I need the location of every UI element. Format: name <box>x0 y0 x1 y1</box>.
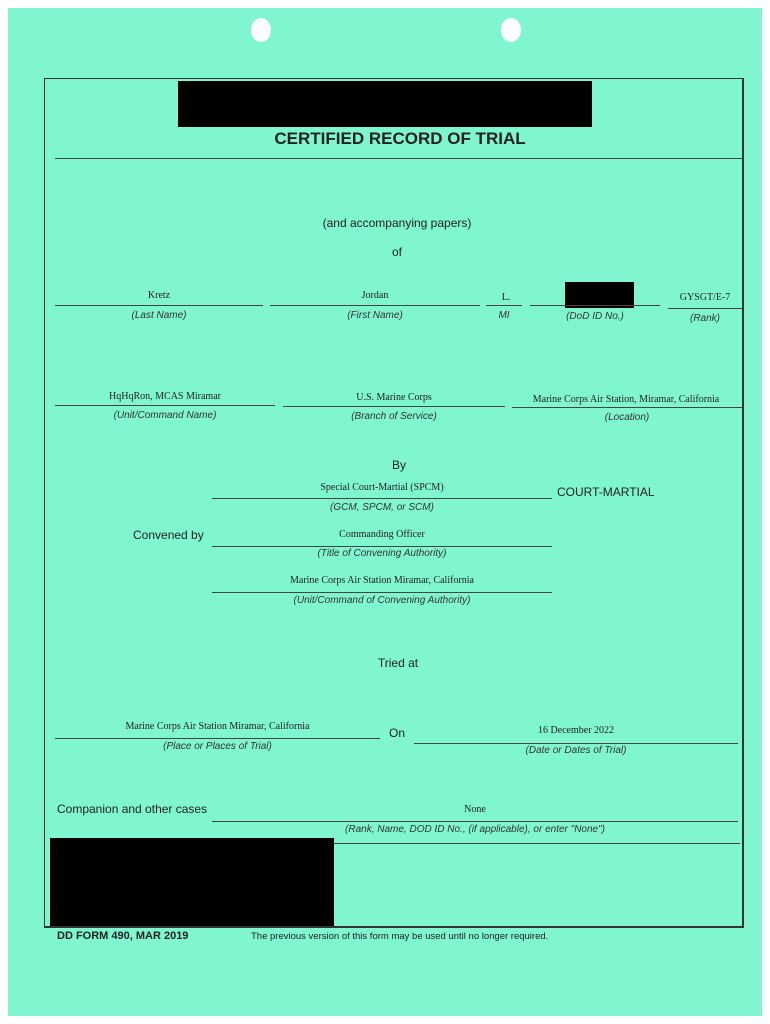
court-type-line <box>212 498 552 499</box>
bottom-divider <box>334 843 740 844</box>
first-name-caption: (First Name) <box>347 310 403 321</box>
branch-line <box>283 406 505 407</box>
on-label: On <box>389 726 406 740</box>
last-name-line <box>55 305 263 306</box>
trial-place-value: Marine Corps Air Station Miramar, California <box>125 721 310 732</box>
convening-title-caption: (Title of Convening Authority) <box>317 548 447 559</box>
unit-caption: (Unit/Command Name) <box>113 410 217 421</box>
court-type-caption: (GCM, SPCM, or SCM) <box>330 502 434 513</box>
by-label: By <box>391 458 406 472</box>
location-line <box>512 407 742 408</box>
punch-hole-left <box>251 18 271 42</box>
convening-unit-value: Marine Corps Air Station Miramar, California <box>289 575 474 586</box>
companion-value: None <box>464 804 486 815</box>
tried-at-label: Tried at <box>377 656 419 670</box>
rank-line <box>668 308 742 309</box>
redaction-bar-top <box>178 81 592 127</box>
trial-date-value: 16 December 2022 <box>537 725 615 736</box>
first-name-line <box>270 305 480 306</box>
form-title: CERTIFIED RECORD OF TRIAL <box>274 129 526 148</box>
convening-title-line <box>212 546 552 547</box>
location-value: Marine Corps Air Station, Miramar, California <box>532 394 720 405</box>
branch-caption: (Branch of Service) <box>351 411 437 422</box>
form-version-note: The previous version of this form may be used until no longer required. <box>251 931 549 942</box>
mi-value: L. <box>501 292 511 303</box>
punch-hole-right <box>501 18 521 42</box>
dod-id-line <box>530 305 660 306</box>
convened-by-label: Convened by <box>133 528 204 542</box>
dod-id-caption: (DoD ID No.) <box>566 311 624 322</box>
redaction-bar-bottom <box>50 838 334 926</box>
trial-place-caption: (Place or Places of Trial) <box>163 741 272 752</box>
companion-label: Companion and other cases <box>57 802 208 816</box>
trial-date-caption: (Date or Dates of Trial) <box>525 745 627 756</box>
branch-value: U.S. Marine Corps <box>356 392 432 403</box>
form-number: DD FORM 490, MAR 2019 <box>57 930 189 942</box>
rank-caption: (Rank) <box>689 313 720 324</box>
convening-title-value: Commanding Officer <box>339 529 425 540</box>
form-subtitle: (and accompanying papers) <box>322 216 472 230</box>
mi-line <box>486 305 522 306</box>
first-name-value: Jordan <box>361 290 389 301</box>
rank-value: GYSGT/E-7 <box>679 292 731 303</box>
of-label: of <box>391 245 402 259</box>
last-name-caption: (Last Name) <box>131 310 187 321</box>
court-martial-label: COURT-MARTIAL <box>557 485 655 499</box>
mi-caption: MI <box>498 310 510 321</box>
last-name-value: Kretz <box>147 290 171 301</box>
unit-value: HqHqRon, MCAS Miramar <box>109 391 221 402</box>
companion-line <box>212 821 738 822</box>
convening-unit-caption: (Unit/Command of Convening Authority) <box>293 595 471 606</box>
title-divider <box>55 158 742 159</box>
location-caption: (Location) <box>604 412 650 423</box>
trial-date-line <box>414 743 738 744</box>
companion-caption: (Rank, Name, DOD ID No., (if applicable), or enter "None") <box>345 824 605 835</box>
trial-place-line <box>55 738 380 739</box>
unit-line <box>55 405 275 406</box>
convening-unit-line <box>212 592 552 593</box>
court-type-value: Special Court-Martial (SPCM) <box>320 482 444 493</box>
